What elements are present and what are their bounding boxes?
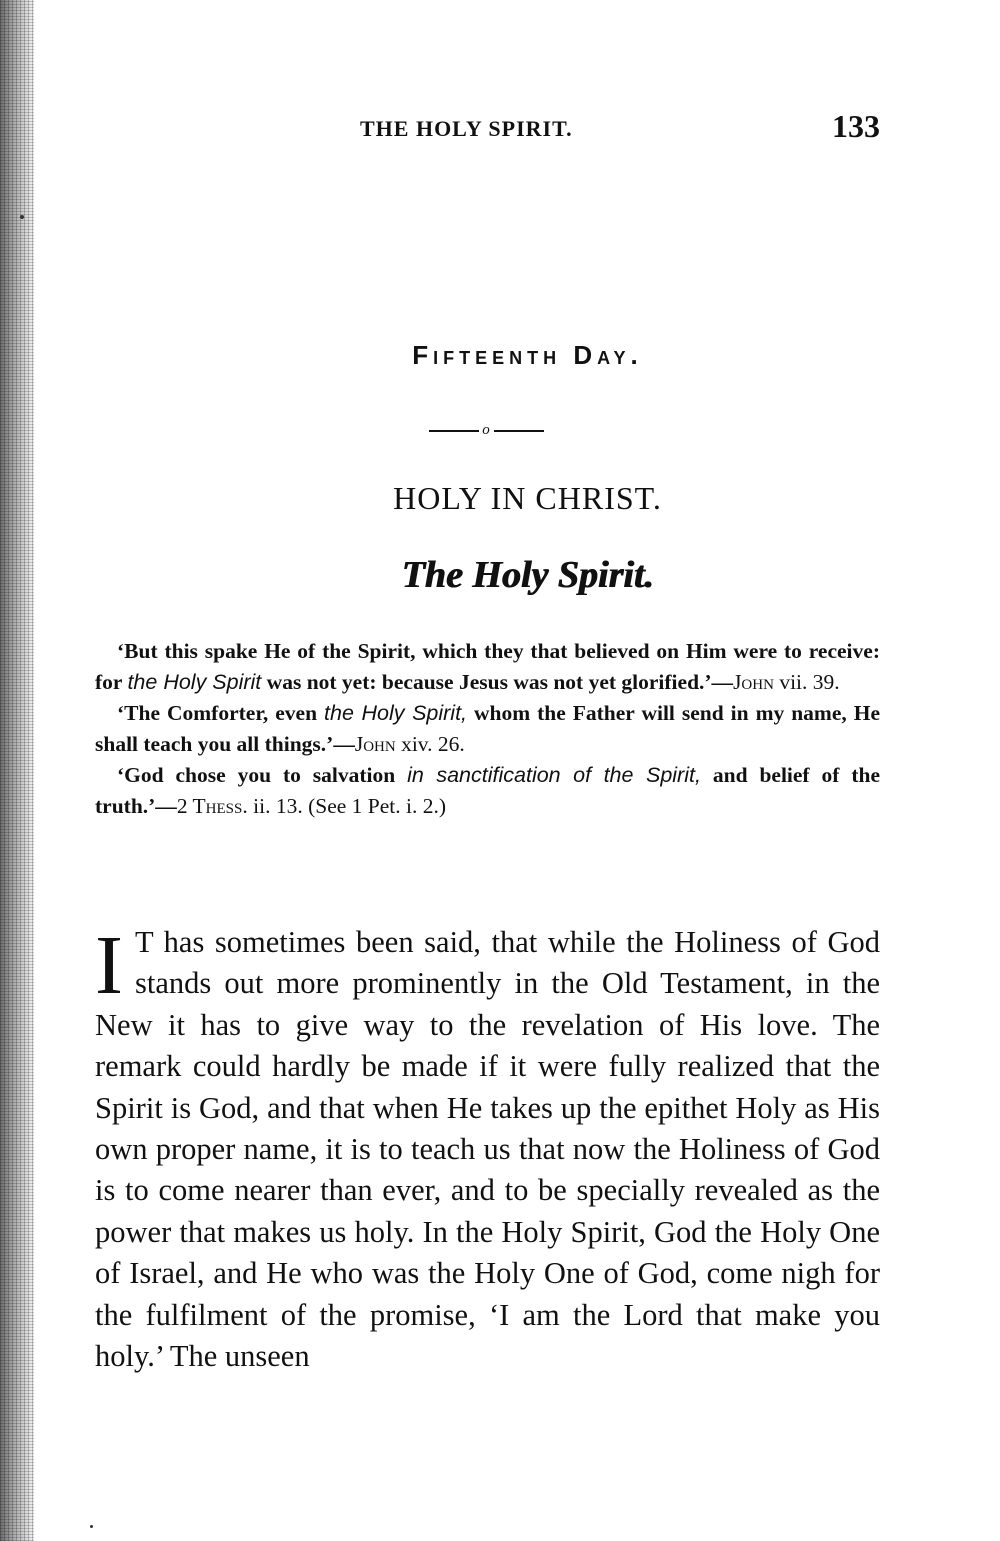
page-gutter-shadow	[0, 0, 34, 1541]
running-title: THE HOLY SPIRIT.	[360, 116, 573, 141]
print-speck	[20, 215, 24, 219]
ornament-line-right	[494, 430, 544, 432]
body-paragraph-text: T has sometimes been said, that while the Holiness of God stands out more prominently in the Old Testament, in the New it has to give way to the revelation of His love. The remark could hardly be made if it were fully realized that the Spirit is God, and that when He takes up the epithet Holy as His own proper name, it is to teach us that now the Holiness of God is to come nearer than ever, and to be specially revealed as the power that makes us holy. In the Holy Spirit, God the Holy One of Israel, and He who was the Holy One of God, come nigh for the fulfilment of the promise, ‘I am the Lord that make you holy.’ The unseen	[95, 925, 880, 1374]
ornament-line-left	[429, 430, 479, 432]
epigraph-emphasis: the Holy Spirit,	[324, 701, 468, 725]
epigraph-john-7-39	[95, 636, 880, 698]
ornament-glyph: o	[482, 422, 490, 438]
epigraph-john-14-26	[95, 698, 880, 760]
epigraph-emphasis: in sanctification of the Spirit,	[407, 763, 701, 787]
running-head	[95, 108, 880, 148]
epigraph-reference: John	[733, 670, 774, 694]
body-text	[95, 919, 880, 1377]
print-speck	[90, 1525, 93, 1528]
epigraph-reference-tail: ii. 13. (See 1 Pet. i. 2.)	[247, 794, 447, 818]
ornament-rule	[429, 421, 544, 439]
epigraph-reference-tail: vii. 39.	[773, 670, 840, 694]
epigraph-text: ‘God chose you to salvation	[117, 763, 408, 787]
body-paragraph	[95, 919, 880, 1377]
epigraph-reference-tail: xiv. 26.	[395, 732, 465, 756]
drop-cap: I	[95, 919, 123, 1012]
epigraph-text: ‘But this spake He of the Spirit, which they that believed on Him were to receive: for	[95, 639, 880, 694]
epigraph-reference: 2 Thess.	[176, 794, 248, 818]
blackletter-subtitle: The Holy Spirit.	[401, 554, 654, 596]
epigraph-text: was not yet: because Jesus was not yet glorified.’—	[261, 670, 734, 694]
epigraph-text: ‘The Comforter, even	[117, 701, 325, 725]
epigraph-block	[95, 636, 880, 822]
chapter-title: HOLY IN CHRIST.	[393, 480, 662, 516]
epigraph-text: and belief of the truth.’—	[95, 763, 880, 818]
epigraph-emphasis: the Holy Spirit	[127, 670, 262, 694]
day-heading: Fifteenth Day.	[412, 340, 643, 370]
epigraph-2-thess-2-13	[95, 760, 880, 822]
epigraph-text: whom the Father will send in my name, He shall teach you all things.’—	[95, 701, 880, 756]
page-number: 133	[832, 108, 880, 144]
epigraph-reference: John	[354, 732, 396, 756]
book-page	[95, 0, 880, 1541]
